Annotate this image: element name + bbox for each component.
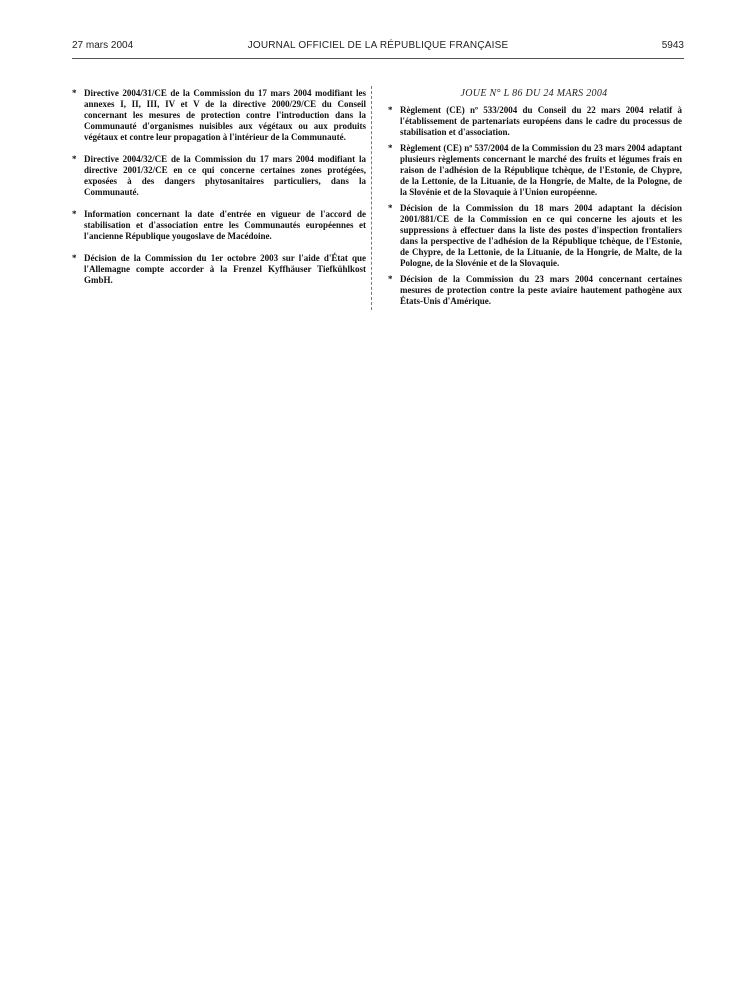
list-item — [386, 274, 682, 307]
entry-text: Règlement (CE) nº 533/2004 du Conseil du 22 mars 2004 relatif à l'établissement de partenariats européens dans le cadre du processus de stabilisation et d'association. — [400, 105, 682, 137]
list-item — [70, 88, 366, 143]
column-divider — [371, 86, 372, 310]
issue-title: JOUE N° L 86 DU 24 MARS 2004 — [460, 88, 608, 99]
asterisk-marker: * — [388, 203, 393, 213]
page-number: 5943 — [661, 40, 684, 51]
page-header — [72, 40, 684, 56]
entry-text: Directive 2004/31/CE de la Commission du 17 mars 2004 modifiant les annexes I, II, III, IV et V de la directive 2000/29/CE du Conseil concernant les mesures de protection contre l'introduction dans la Communauté d'organismes nuisibles aux végétaux ou aux produits végétaux et contre leur propagation à l'intérieur de la Communauté. — [84, 88, 366, 142]
entry-text: Directive 2004/32/CE de la Commission du 17 mars 2004 modifiant la directive 2001/32/CE en ce qui concerne certaines zones protégées, exposées à des dangers phytosanitaires particuliers, dans la Communauté. — [84, 154, 366, 197]
list-item — [70, 154, 366, 198]
asterisk-marker: * — [388, 105, 393, 115]
list-item — [386, 143, 682, 198]
list-item — [386, 203, 682, 269]
header-date: 27 mars 2004 — [72, 40, 134, 51]
asterisk-marker: * — [72, 253, 77, 263]
right-column — [386, 88, 682, 312]
list-item — [70, 253, 366, 286]
asterisk-marker: * — [388, 143, 393, 153]
entry-text: Décision de la Commission du 18 mars 2004 adaptant la décision 2001/881/CE de la Commission en ce qui concerne les ajouts et les suppressions à effectuer dans la liste des postes d'inspection frontaliers dans la perspective de l'adhésion de la République tchèque, de l'Estonie, de Chypre, de la Lettonie, de la Lituanie, de la Hongrie, de Malte, de la Pologne, de la Slovénie et de la Slovaquie. — [400, 203, 682, 268]
entry-text: Règlement (CE) nº 537/2004 de la Commission du 23 mars 2004 adaptant plusieurs règlements concernant le marché des fruits et légumes frais en raison de l'adhésion de la République tchèque, de l'Estonie, de Chypre, de la Lettonie, de la Lituanie, de la Hongrie, de Malte, de la Pologne, de la Slovénie et de la Slovaquie à l'Union européenne. — [400, 143, 682, 197]
entry-text: Décision de la Commission du 23 mars 2004 concernant certaines mesures de protection contre la peste aviaire hautement pathogène aux États-Unis d'Amérique. — [400, 274, 682, 306]
list-item — [386, 105, 682, 138]
list-item — [70, 209, 366, 242]
asterisk-marker: * — [72, 88, 77, 98]
header-rule — [72, 58, 684, 59]
entry-text: Décision de la Commission du 1er octobre 2003 sur l'aide d'État que l'Allemagne compte accorder à la Frenzel Kyffhäuser Tiefkühlkost GmbH. — [84, 253, 366, 285]
journal-title: JOURNAL OFFICIEL DE LA RÉPUBLIQUE FRANÇAISE — [247, 40, 509, 51]
asterisk-marker: * — [388, 274, 393, 284]
entry-text: Information concernant la date d'entrée en vigueur de l'accord de stabilisation et d'association entre les Communautés européennes et l'ancienne République yougoslave de Macédoine. — [84, 209, 366, 241]
left-column — [70, 88, 366, 297]
asterisk-marker: * — [72, 209, 77, 219]
asterisk-marker: * — [72, 154, 77, 164]
